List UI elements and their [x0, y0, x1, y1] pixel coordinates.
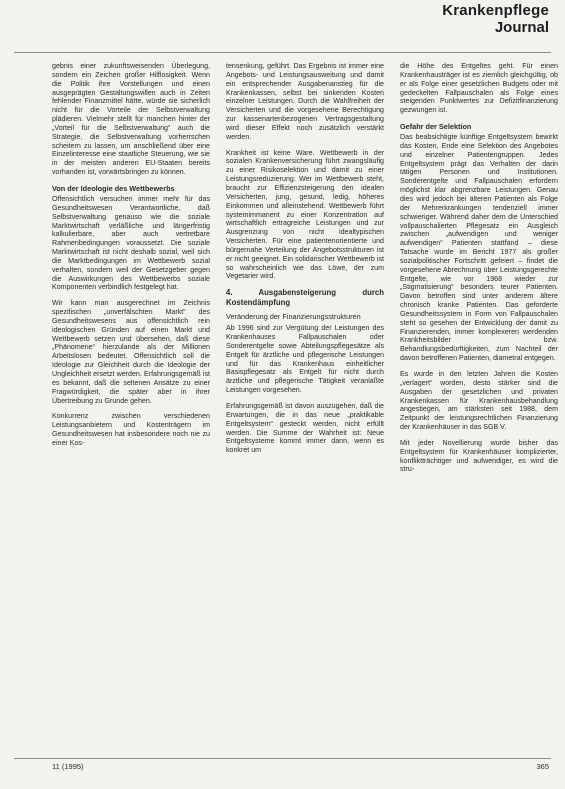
paragraph: Wir kann man ausgerechnet im Zeichnis spezifischen „unverfälschten Markt“ des Gesundheitswesens aus offensichtlich rein ideologischen Gründen auf einen Markt und Wettbewerb setzen und übersehen, daß diese „Phänomene“ hierzulande als der Millionen Arbeitslosen bedeutet. Offensichtlich soll die Ideologie zur Gleichheit durch die Ideologie der Ungleichheit ersetzt werden. Erfahrungsgemäß ist es bekannt, daß die seltenen Ansätze zu einer Fragwürdigkeit, die später aber in ihrer Übertreibung zu Grunde gehen. — [52, 299, 210, 405]
subsection-heading: Veränderung der Finanzierungsstrukturen — [226, 312, 361, 322]
masthead — [442, 2, 549, 36]
header-rule — [14, 52, 551, 53]
footer-rule — [14, 758, 551, 759]
page-number: 365 — [536, 762, 549, 771]
paragraph: Erfahrungsgemäß ist davon auszugehen, daß die Erwartungen, die in das neue „praktikable Entgeltsystem“ gesteckt werden, nicht erfüllt werden. Die Summe der Wahrheit ist: Neue Entgeltsysteme kommt immer dann, wenn es konkret um — [226, 402, 384, 455]
paragraph: Es wurde in den letzten Jahren die Kosten „verlagert“ worden, desto stärker sind die Ausgaben der gesetzlichen und privaten Krankenkassen für Krankenhausbehandlung angestiegen, am stärksten seit 1988, dem Zeitpunkt der leistungsrechtlichen Finanzierung der Krankenhäuser in das SGB V. — [400, 370, 558, 432]
journal-title-line2: Journal — [494, 19, 549, 36]
paragraph: Das beabsichtigte künftige Entgeltsystem bewirkt das Kosten, Ende eine Selektion des Angebotes und einzelner Patientengruppen. Jedes Entgeltsystem prägt das Verhalten der darin tätigen Personen und Institutionen. Sonderentgelte und Fallpauschalen erfordern möglichst klar abgrenzbare Leistungen. Genau dies wird jedoch bei älteren Patienten als Folge der Mehrerkrankungen tendenziell immer schwieriger. Während daher dem die Unterschied vollpauschalierten Pflegesatz ein Ausgleich zwischen „aufwendigen und weniger aufwendigen“ Patienten stattfand – diese Tatsache wurde im Bericht 1977 als großer sozialpolitischer Fortschritt gefeiert – findet die vorgesehene Abrechnung über Leistungsgerechte Entgelte, wie vor 1968 wieder zur „Stigmatisierung“ besonders teurer Patienten. Davon betroffen sind unter anderem ältere chronisch kranke Patienten. Das geforderte Gesundheitssystem in Form von Fallpauschalen steht so gesehen der Entwicklung der damit zu Finanzierenden, immer komplexeren werdenden Krankheitsbilder bzw. Behandlungsbedürftigkeiten, zum Nachteil der davon betroffenen Patienten, diametral entgegen. — [400, 133, 558, 363]
paragraph: gebnis einer zukunftsweisenden Überlegung, sondern ein Zeichen großer Hilflosigkeit. Wenn die Politik ihre Vorstellungen und einen ausgeprägten Gestaltungswillen auch in Zeiten fehlender Finanzmittel hätte, würde sie sicherlich nicht für die Vorteile der Selbstverwaltung plädieren. Vielmehr stellt für manchen hinter der „Vorteil für die Selbstverwaltung“ auch die Strategie, die Selbstverwaltung vorherrschen scheitern zu lassen, um anschließend über eine Einzelinteresse eine staatliche Steuerung, wie sie in der meisten anderen EU-Staaten bereits vorhanden ist, vorwärtsbringen zu können. — [52, 62, 210, 177]
paragraph: tensenkung, geführt. Das Ergebnis ist immer eine Angebots- und Leistungsausweitung und damit ein entsprechender Ausgabenanstieg für die Krankenkassen, selbst bei sinkenden Kosten einzelner Leistungen. Durch die Wahlfreiheit der Versicherten und die vorgesehene Berechtigung zur kassenartenbezogenen Vertragsgestaltung wird dieser Effekt noch zusätzlich verstärkt werden. — [226, 62, 384, 141]
issue-number: 11 (1995) — [52, 762, 84, 771]
paragraph: die Höhe des Entgeltes geht. Für einen Krankenhausträger ist es ziemlich gleichgültig, ob er als Folge einer gesetzlichen Budgets oder mit gedeckelten Fallpauschalen als Folge eines steigenden Punktwertes zur Defizitfinanzierung gezwungen ist. — [400, 62, 558, 115]
chapter-heading: 4. Ausgabensteigerung durch Kostendämpfung — [226, 288, 384, 307]
paragraph: Krankheit ist keine Ware. Wettbewerb in der sozialen Krankenversicherung führt zwangsläufig zu einer Risikoselektion und damit zu einer Leistungsreduzierung. Wer im Wettbewerb steht, braucht zur Effizienzsteigerung den idealen Versicherten, jung, gesund, ledig, höheres Einkommen und alleinstehend. Wettbewerb führt systemimmanent zu einer Konzentration auf wirtschaftlich ertragreiche Leistungen und zur Ausgrenzung von nicht idealtypischen Versicherten. Für eine patientenorientierte und bürgernahe Verteilung der Angebotsstrukturen ist er nicht geeignet. Ein solidarischer Wettbewerb ist so wahrscheinlich wie das Löwe, der zum Vegetarier wird. — [226, 148, 384, 281]
paragraph: Offensichtlich versuchen immer mehr für das Gesundheitswesen Verantwortliche, daß Selbstverwaltung genauso wie die soziale Marktwirtschaft verläßliche und längerfristig kalkulierbare, aber auch vertretbare Rahmenbedingungen voraussetzt. Die soziale Marktwirtschaft ist nicht deshalb sozial, weil sich die Marktbedingungen im Wettbewerb sozial verhalten, sondern weil der Gesetzgeber gegen die Auswirkungen des Wettbewerbs soziale Komponenten verbindlich festgelegt hat. — [52, 194, 210, 292]
paragraph: Mit jeder Novellierung wurde bisher das Entgeltsystem für Krankenhäuser komplizierter, konfliktträchtiger und aufwendiger, es wird die stru- — [400, 438, 558, 474]
section-heading: Von der Ideologie des Wettbewerbs — [52, 183, 175, 193]
section-heading: Gefahr der Selektion — [400, 122, 472, 132]
column-1 — [52, 62, 210, 455]
column-3 — [400, 62, 558, 481]
journal-title-line1: Krankenpflege — [442, 2, 549, 19]
column-2 — [226, 62, 384, 462]
paragraph: Ab 1996 sind zur Vergütung der Leistungen des Krankenhauses Fallpauschalen oder Sonderentgelte sowie Abteilungspflegesätze als Entgelt für ärztliche und pflegerische Leistungen und für das Krankenhaus einheitlicher Basispflegesatz als Entgelt für nicht durch ärztliche und pflegerische Tätigkeit veranlaßte Leistungen vorgesehen. — [226, 324, 384, 395]
paragraph: Konkurrenz zwischen verschiedenen Leistungsanbietern und Kostenträgern im Gesundheitswesen hat insbesondere noch nie zu einer Kos- — [52, 412, 210, 447]
